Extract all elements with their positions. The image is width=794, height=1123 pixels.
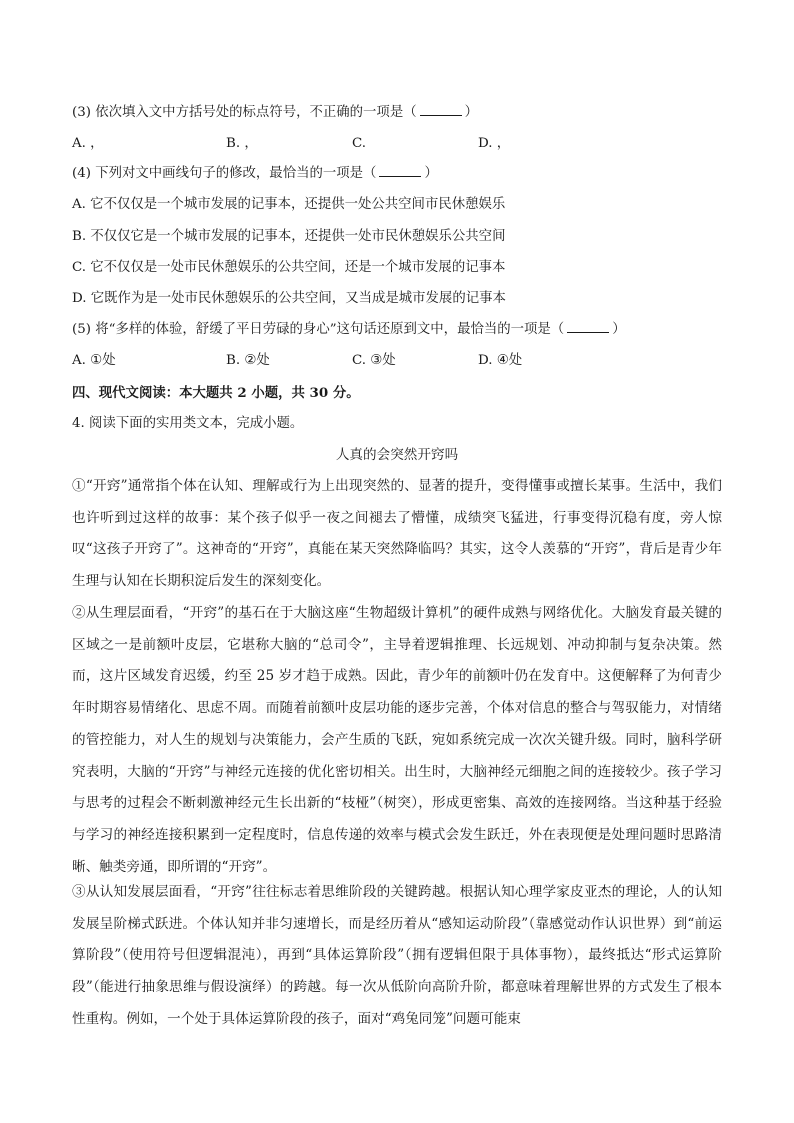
q5-stem-close: ） [612, 322, 626, 337]
q3-option-b[interactable]: B. ， [226, 136, 258, 151]
q3-option-c[interactable]: C. [352, 136, 367, 151]
article-paragraph-3: ③从认知发展层面看，“开窍”往往标志着思维阶段的关键跨越。根据认知心理学家皮亚杰的理论，人的认知发展呈阶梯式跃进。个体认知并非匀速增长，而是经历着从“感知运动阶段”（靠感觉动作认识世界）到“前运算阶段”（使用符号但逻辑混沌），再到“具体运算阶段”（拥有逻辑但限于具体事物），最终抵达“形式运算阶段”（能进行抽象思维与假设演绎）的跨越。每一次从低阶向高阶升阶，都意味着理解世界的方式发生了根本性重构。例如，一个处于具体运算阶段的孩子，面对“鸡兔同笼”问题可能束 [72, 884, 722, 1027]
q4-stem-close: ） [424, 166, 438, 181]
q4-option-a[interactable]: A. 它不仅仅是一个城市发展的记事本，还提供一处公共空间市民休憩娱乐 [72, 197, 506, 212]
q4-stem-text: (4) 下列对文中画线句子的修改，最恰当的一项是（ [72, 166, 377, 181]
q3-option-d[interactable]: D. ， [478, 136, 511, 151]
q5-stem [72, 320, 626, 340]
q4-option-d[interactable]: D. 它既作为是一处市民休憩娱乐的公共空间，又当成是城市发展的记事本 [72, 291, 506, 306]
q3-stem-close: ） [464, 105, 478, 120]
q5-option-c[interactable]: C. ③处 [352, 353, 396, 368]
question-intro: 4. 阅读下面的实用类文本，完成小题。 [72, 416, 304, 431]
q5-option-b[interactable]: B. ②处 [226, 353, 270, 368]
q5-answer-blank[interactable] [567, 320, 609, 333]
article-paragraph-2: ②从生理层面看，“开窍”的基石在于大脑这座“生物超级计算机”的硬件成熟与网络优化。大脑发育最关键的区域之一是前额叶皮层，它堪称大脑的“总司令”，主导着逻辑推理、长远规划、冲动抑制与复杂决策。然而，这片区域发育迟缓，约至 25 岁才趋于成熟。因此，青少年的前额叶仍在发育中。这便解释了为何青少年时期容易情绪化、思虑不周。而随着前额叶皮层功能的逐步完善，个体对信息的整合与驾驭能力，对情绪的管控能力，对人生的规划与决策能力，会产生质的飞跃，宛如系统完成一次次关键升级。同时，脑科学研究表明，大脑的“开窍”与神经元连接的优化密切相关。出生时，大脑神经元细胞之间的连接较少。孩子学习与思考的过程会不断刺激神经元生长出新的“枝桠”（树突），形成更密集、高效的连接网络。当这种基于经验与学习的神经连接积累到一定程度时，信息传递的效率与模式会发生跃迁，外在表现便是处理问题时思路清晰、触类旁通，即所谓的“开窍”。 [72, 605, 722, 875]
q5-stem-text: (5) 将“多样的体验，舒缓了平日劳碌的身心”这句话还原到文中，最恰当的一项是（ [72, 322, 565, 337]
section-heading: 四、现代文阅读：本大题共 2 小题，共 30 分。 [72, 385, 360, 401]
q3-option-a[interactable]: A. ， [72, 136, 104, 151]
q3-stem-text: (3) 依次填入文中方括号处的标点符号，不正确的一项是（ [72, 105, 417, 120]
q5-option-a[interactable]: A. ①处 [72, 353, 116, 368]
article-title: 人真的会突然开窍吗 [335, 447, 459, 463]
q3-stem [72, 103, 478, 123]
q4-option-b[interactable]: B. 不仅仅它是一个城市发展的记事本，还提供一处市民休憩娱乐公共空间 [72, 229, 506, 244]
q5-option-d[interactable]: D. ④处 [478, 353, 523, 368]
q4-option-c[interactable]: C. 它不仅仅是一处市民休憩娱乐的公共空间，还是一个城市发展的记事本 [72, 260, 506, 275]
q4-answer-blank[interactable] [379, 164, 421, 177]
q3-answer-blank[interactable] [420, 103, 462, 116]
article-paragraph-1: ①“开窍”通常指个体在认知、理解或行为上出现突然的、显著的提升，变得懂事或擅长某事。生活中，我们也许听到过这样的故事：某个孩子似乎一夜之间褪去了懵懂，成绩突飞猛进，行事变得沉稳有度，旁人惊叹“这孩子开窍了”。这神奇的“开窍”，真能在某天突然降临吗？其实，这令人羡慕的“开窍”，背后是青少年生理与认知在长期积淀后发生的深刻变化。 [72, 478, 722, 590]
q4-stem [72, 164, 438, 184]
